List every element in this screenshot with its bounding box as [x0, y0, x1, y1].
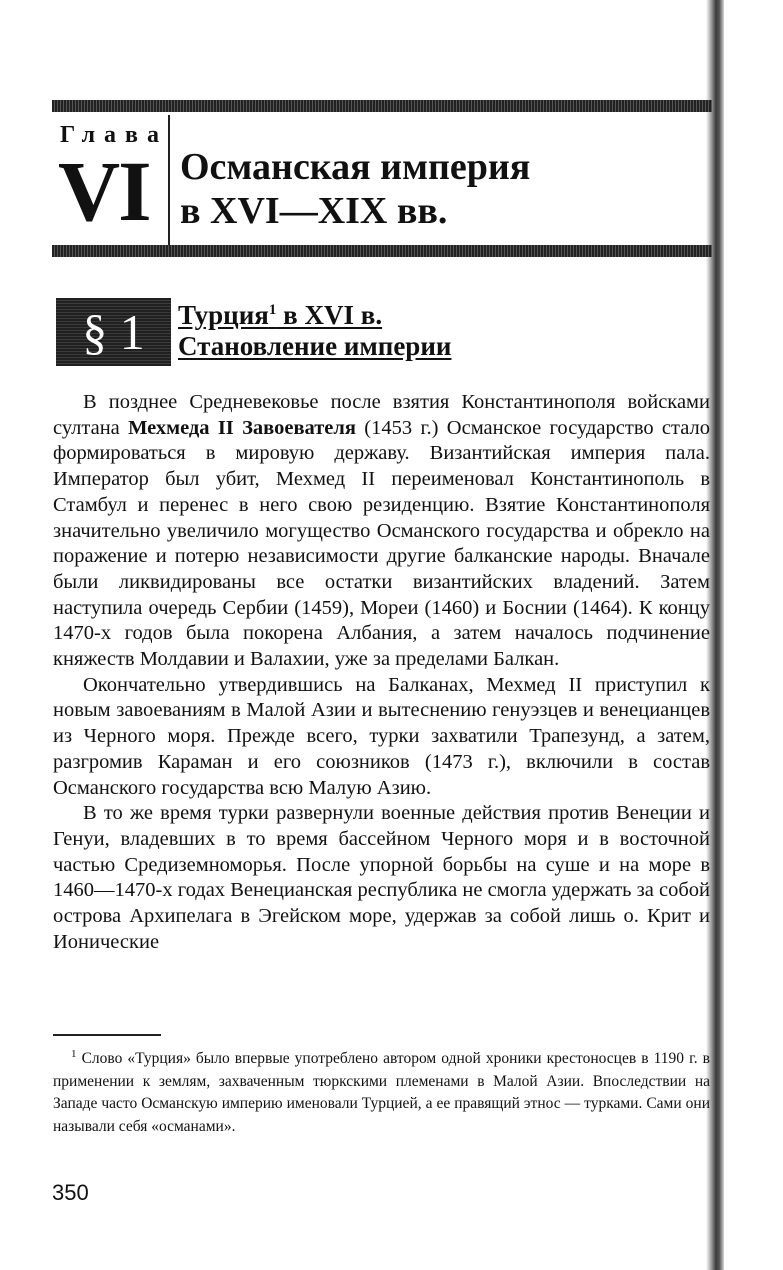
section-title-line2: Становление империи — [178, 331, 452, 361]
footnote-ref: 1 — [268, 302, 277, 318]
chapter-label: Глава — [60, 122, 168, 148]
paragraph-3: В то же время турки развернули военные действия против Венеции и Генуи, владевших в то время бассейном Черного моря и в восточной частью Средиземноморья. После упорной борьбы на суше и на море в 1460—1470-х годах Венецианская республика не смогла удержать за собой острова Архипелага в Эгейском море, удержав за собой лишь о. Крит и Ионические — [53, 802, 710, 953]
footnote — [53, 1048, 710, 1138]
chapter-header-top-band — [52, 100, 712, 112]
section-title-rest: в XVI в. — [276, 300, 383, 330]
chapter-header-divider — [168, 115, 170, 245]
page-number: 350 — [52, 1180, 89, 1205]
chapter-number: VI — [58, 143, 150, 239]
paragraph-1 — [53, 390, 710, 673]
body-text — [53, 390, 710, 955]
chapter-header-bottom-band — [52, 245, 712, 257]
chapter-title — [180, 145, 530, 233]
paragraph-1-bold-name: Мехмеда II Завоевателя — [128, 416, 356, 439]
chapter-title-line1: Османская империя — [180, 146, 531, 188]
paragraph-1-part-b: (1453 г.) Османское государство стало формироваться в мировую державу. Византийская империя пала. Император был убит, Мехмед II переименовал Константинополь в Стамбул и перенес в него свою резиденцию. Взятие Константинополя значительно увеличило могущество Османского государства и обрекло на поражение и потерю независимости другие балканские народы. Вначале были ликвидированы все остатки византийских владений. Затем наступила очередь Сербии (1459), Мореи (1460) и Боснии (1464). К концу 1470-х годов была покорена Албания, а затем началось подчинение княжеств Молдавии и Валахии, уже за пределами Балкан. — [53, 416, 710, 671]
paragraph-1-part-a: В позднее Средневековье после взятия Константинополя войсками султана — [53, 391, 710, 439]
section-title-word: Турция — [178, 300, 269, 330]
footnote-rule — [53, 1034, 161, 1036]
footnote-mark: 1 — [71, 1047, 77, 1060]
chapter-title-line2: в XVI—XIX вв. — [180, 190, 448, 232]
section-title-line1 — [178, 300, 451, 331]
section-title — [178, 300, 451, 362]
footnote-text: Слово «Турция» было впервые употреблено автором одной хроники крестоносцев в 1190 г. в применении к землям, захваченным тюркскими племенами в Малой Азии. Впоследствии на Западе часто Османскую империю именовали Турцией, а ее правящий этнос — турками. Сами они называли себя «османами». — [53, 1050, 710, 1135]
section-number-box: § 1 — [56, 298, 171, 366]
paragraph-2: Окончательно утвердившись на Балканах, Мехмед II приступил к новым завоеваниям в Малой Азии и вытеснению генуэзцев и венецианцев из Черного моря. Прежде всего, турки захватили Трапезунд, а затем, разгромив Караман и его союзников (1473 г.), включили в состав Османского государства всю Малую Азию. — [53, 673, 710, 799]
